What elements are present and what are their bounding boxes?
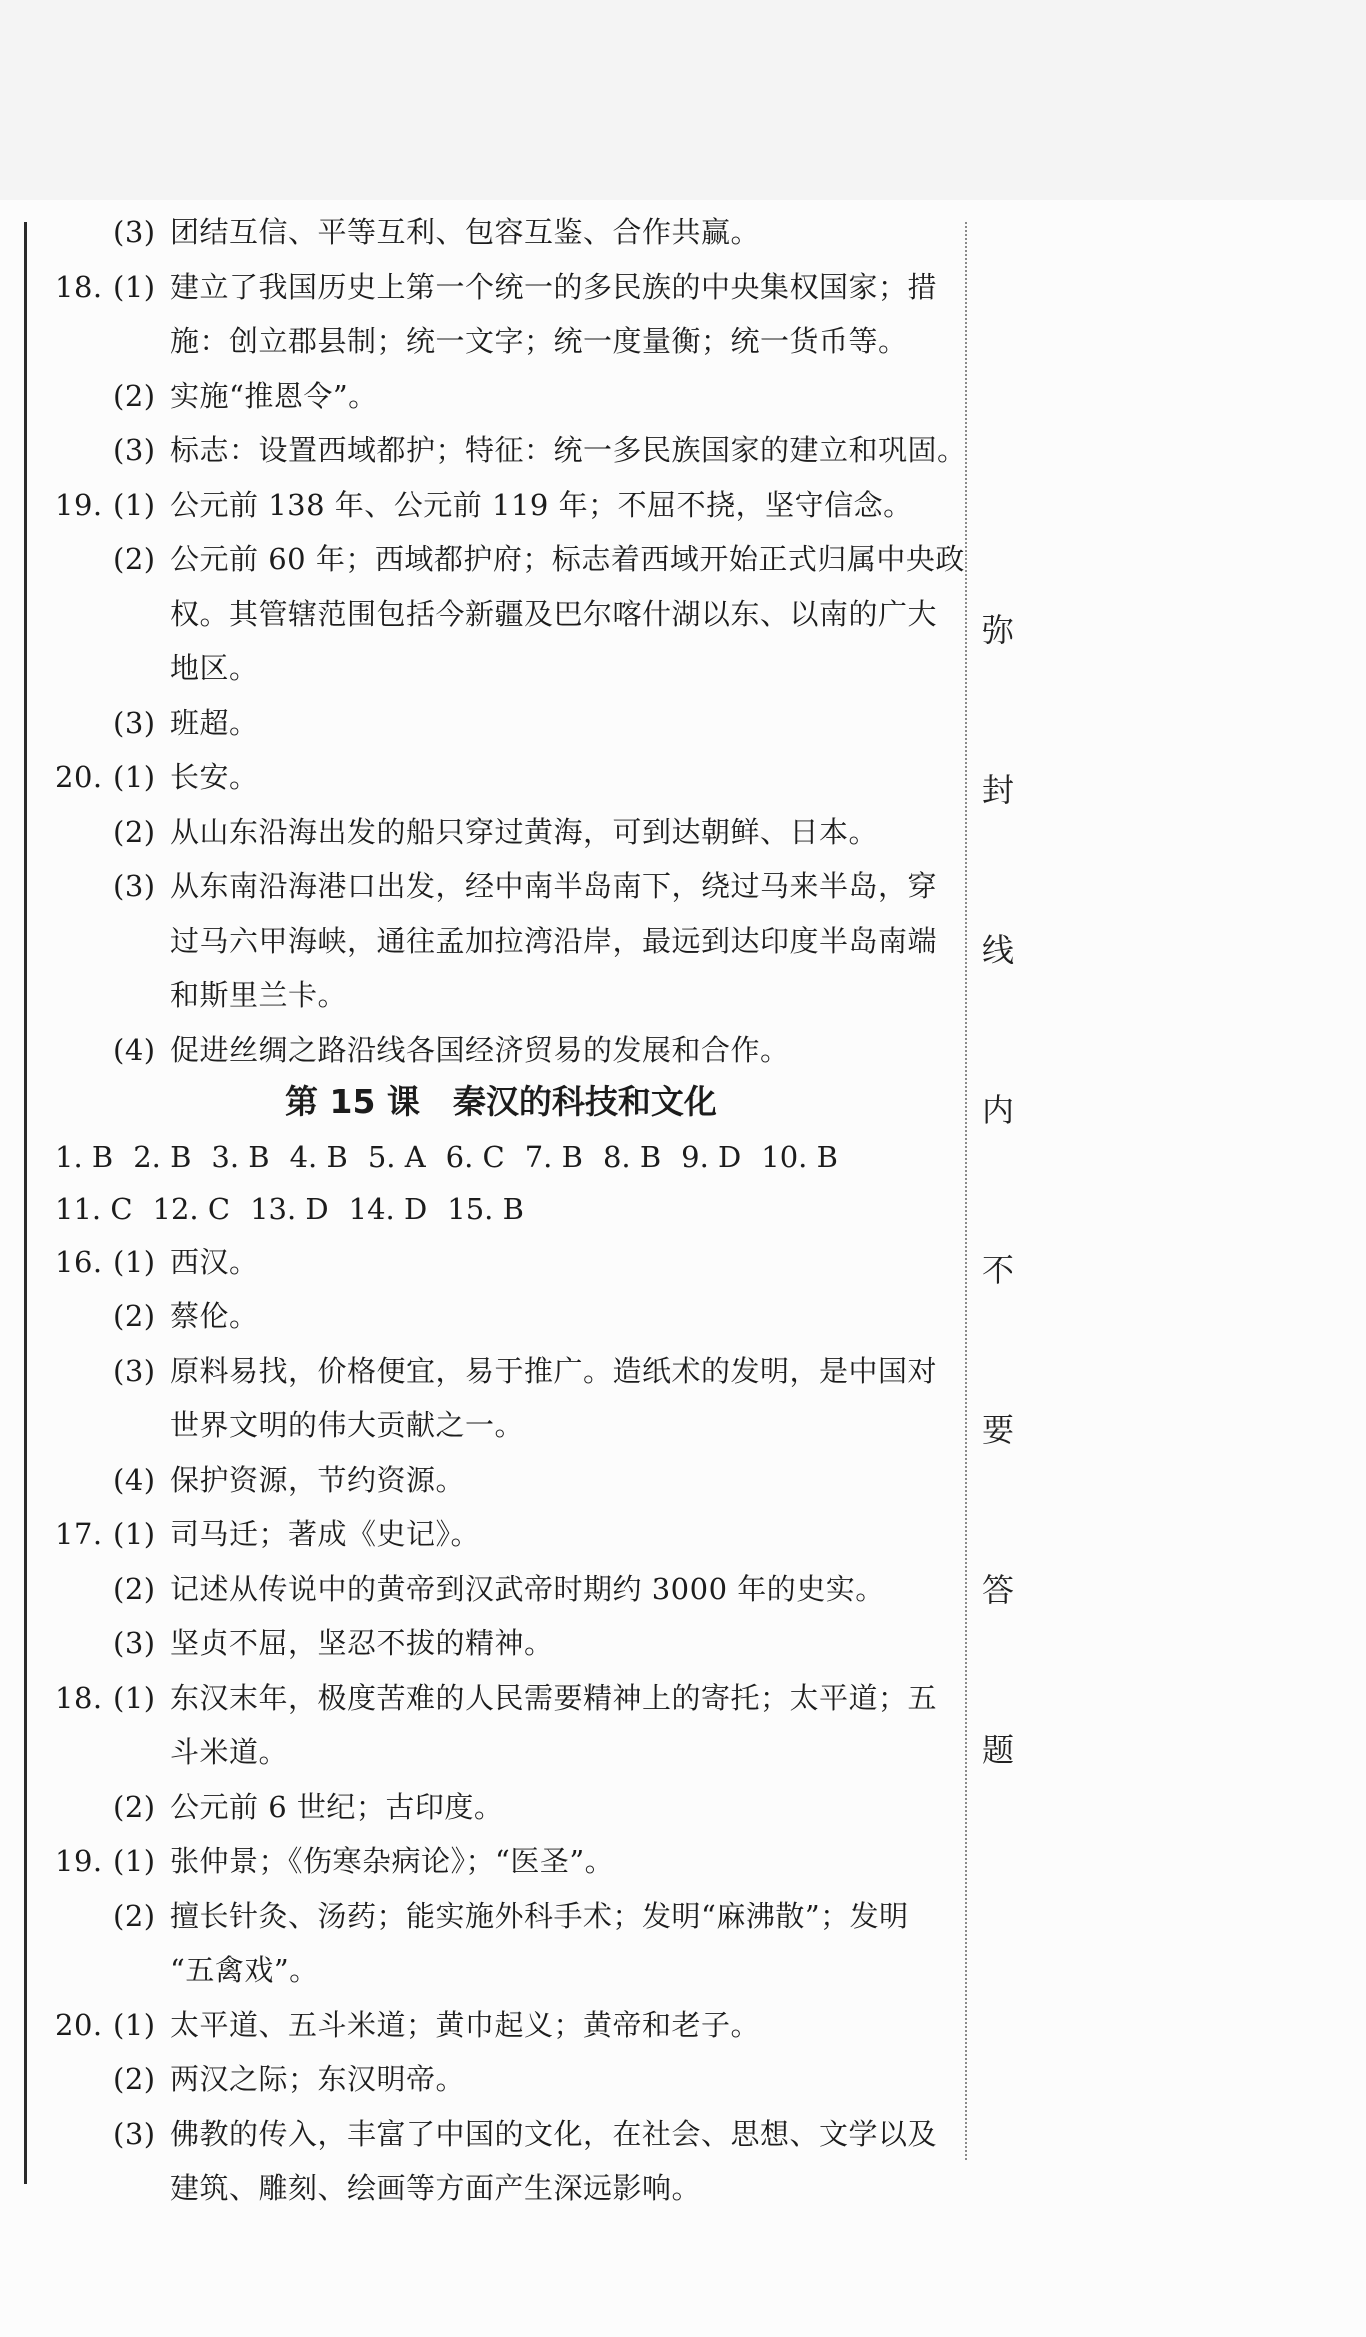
sub-question-number: (2): [113, 542, 156, 576]
answer-text: “五禽戏”。: [170, 1953, 319, 1987]
sub-question-number: (3): [113, 869, 156, 903]
answer-text: 世界文明的伟大贡献之一。: [170, 1408, 525, 1442]
answer-text: 公元前 6 世纪；古印度。: [170, 1789, 504, 1824]
sub-question-number: (3): [113, 215, 156, 249]
question-number: 16.: [55, 1244, 103, 1279]
mc-answer: 9. D: [681, 1139, 742, 1174]
sub-question-number: (3): [113, 1353, 156, 1388]
mc-answer: 8. B: [602, 1139, 662, 1174]
left-margin-rule: [24, 222, 27, 2184]
answer-text: 西汉。: [170, 1244, 259, 1279]
answer-text: 建立了我国历史上第一个统一的多民族的中央集权国家；措: [170, 269, 938, 304]
seal-char: 内: [981, 1091, 1014, 1129]
sub-question-number: (1): [113, 1517, 156, 1551]
mc-answer: 3. B: [211, 1139, 270, 1174]
sub-question-number: (3): [113, 705, 156, 740]
question-number: 19.: [55, 1844, 103, 1878]
seal-char: 题: [981, 1731, 1014, 1769]
answer-text: 实施“推恩令”。: [170, 378, 378, 413]
mc-answer: 2. B: [133, 1139, 192, 1174]
answer-text: 标志：设置西域都护；特征：统一多民族国家的建立和巩固。: [170, 433, 967, 467]
mc-answer: 10. B: [761, 1139, 838, 1174]
question-number: 19.: [55, 487, 103, 522]
answer-text: 擅长针灸、汤药；能实施外科手术；发明“麻沸散”；发明: [170, 1898, 909, 1933]
mc-answers-row-1: [55, 1137, 858, 1177]
answer-text: 张仲景；《伤寒杂病论》；“医圣”。: [170, 1844, 615, 1878]
answer-text: 建筑、雕刻、绘画等方面产生深远影响。: [170, 2171, 702, 2205]
answer-text: 过马六甲海峡，通往孟加拉湾沿岸，最远到达印度半岛南端: [170, 923, 938, 958]
mc-answer: 5. A: [367, 1139, 426, 1174]
sub-question-number: (2): [113, 814, 156, 849]
sub-question-number: (1): [113, 1844, 156, 1878]
mc-answers-row-2: [55, 1189, 544, 1229]
sub-question-number: (2): [113, 1571, 156, 1606]
seal-char: 不: [981, 1251, 1014, 1289]
answer-text: 班超。: [170, 705, 259, 740]
answer-text: 太平道、五斗米道；黄巾起义；黄帝和老子。: [170, 2007, 761, 2042]
seal-char: 要: [981, 1411, 1014, 1449]
answer-text: 从山东沿海出发的船只穿过黄海，可到达朝鲜、日本。: [170, 814, 879, 849]
answer-text: 施：创立郡县制；统一文字；统一度量衡；统一货币等。: [170, 324, 908, 358]
sub-question-number: (2): [113, 378, 156, 413]
mc-answer: 6. C: [445, 1139, 505, 1174]
answer-text: 公元前 60 年；西域都护府；标志着西域开始正式归属中央政: [170, 542, 965, 576]
answer-text: 蔡伦。: [170, 1299, 259, 1333]
top-margin: [0, 0, 1366, 200]
answer-text: 原料易找，价格便宜，易于推广。造纸术的发明，是中国对: [170, 1353, 938, 1388]
answer-text: 司马迁；著成《史记》。: [170, 1517, 481, 1551]
seal-char: 答: [981, 1571, 1014, 1609]
sub-question-number: (1): [113, 760, 156, 794]
answer-text: 从东南沿海港口出发，经中南半岛南下，绕过马来半岛，穿: [170, 869, 938, 903]
mc-answer: 15. B: [447, 1192, 524, 1226]
answer-text: 记述从传说中的黄帝到汉武帝时期约 3000 年的史实。: [170, 1571, 885, 1606]
sub-question-number: (1): [113, 2007, 156, 2042]
question-number: 20.: [55, 760, 103, 794]
mc-answer: 1. B: [55, 1139, 114, 1174]
answer-text: 和斯里兰卡。: [170, 978, 348, 1012]
answer-text: 地区。: [170, 651, 259, 685]
sub-question-number: (4): [113, 1032, 156, 1067]
answer-text: 促进丝绸之路沿线各国经济贸易的发展和合作。: [170, 1032, 790, 1067]
lesson-title: 第 15 课 秦汉的科技和文化: [285, 1082, 717, 1121]
question-number: 18.: [55, 1680, 103, 1715]
sub-question-number: (2): [113, 1299, 156, 1333]
mc-answer: 12. C: [152, 1192, 231, 1226]
mc-answer: 14. D: [348, 1192, 428, 1226]
mc-answer: 11. C: [55, 1192, 133, 1226]
seal-char: 弥: [981, 611, 1014, 649]
seal-char: 封: [981, 771, 1014, 809]
answer-text: 斗米道。: [170, 1735, 289, 1769]
sub-question-number: (1): [113, 269, 156, 304]
question-number: 17.: [55, 1517, 103, 1551]
answer-text: 长安。: [170, 760, 259, 794]
mc-answer: 4. B: [289, 1139, 348, 1174]
sub-question-number: (3): [113, 433, 156, 467]
answer-text: 公元前 138 年、公元前 119 年；不屈不挠，坚守信念。: [170, 487, 913, 522]
question-number: 20.: [55, 2007, 103, 2042]
answer-text: 保护资源，节约资源。: [170, 1462, 466, 1497]
answer-text: 权。其管辖范围包括今新疆及巴尔喀什湖以东、以南的广大: [170, 596, 938, 631]
sub-question-number: (2): [113, 1789, 156, 1824]
mc-answer: 7. B: [524, 1139, 583, 1174]
answer-text: 佛教的传入，丰富了中国的文化，在社会、思想、文学以及: [170, 2116, 938, 2151]
sub-question-number: (2): [113, 1898, 156, 1933]
mc-answer: 13. D: [250, 1192, 329, 1226]
answer-text: 团结互信、平等互利、包容互鉴、合作共赢。: [170, 215, 761, 249]
sub-question-number: (2): [113, 2062, 156, 2096]
answer-text: 东汉末年，极度苦难的人民需要精神上的寄托；太平道；五: [170, 1680, 938, 1715]
sub-question-number: (1): [113, 1244, 156, 1279]
question-number: 18.: [55, 269, 103, 304]
answer-text: 坚贞不屈，坚忍不拔的精神。: [170, 1626, 554, 1660]
sub-question-number: (3): [113, 2116, 156, 2151]
seal-char: 线: [981, 931, 1014, 969]
sub-question-number: (4): [113, 1462, 156, 1497]
sub-question-number: (1): [113, 1680, 156, 1715]
binding-dotted-line: [965, 222, 967, 2160]
sub-question-number: (1): [113, 487, 156, 522]
sub-question-number: (3): [113, 1626, 156, 1660]
answer-text: 两汉之际；东汉明帝。: [170, 2062, 466, 2096]
